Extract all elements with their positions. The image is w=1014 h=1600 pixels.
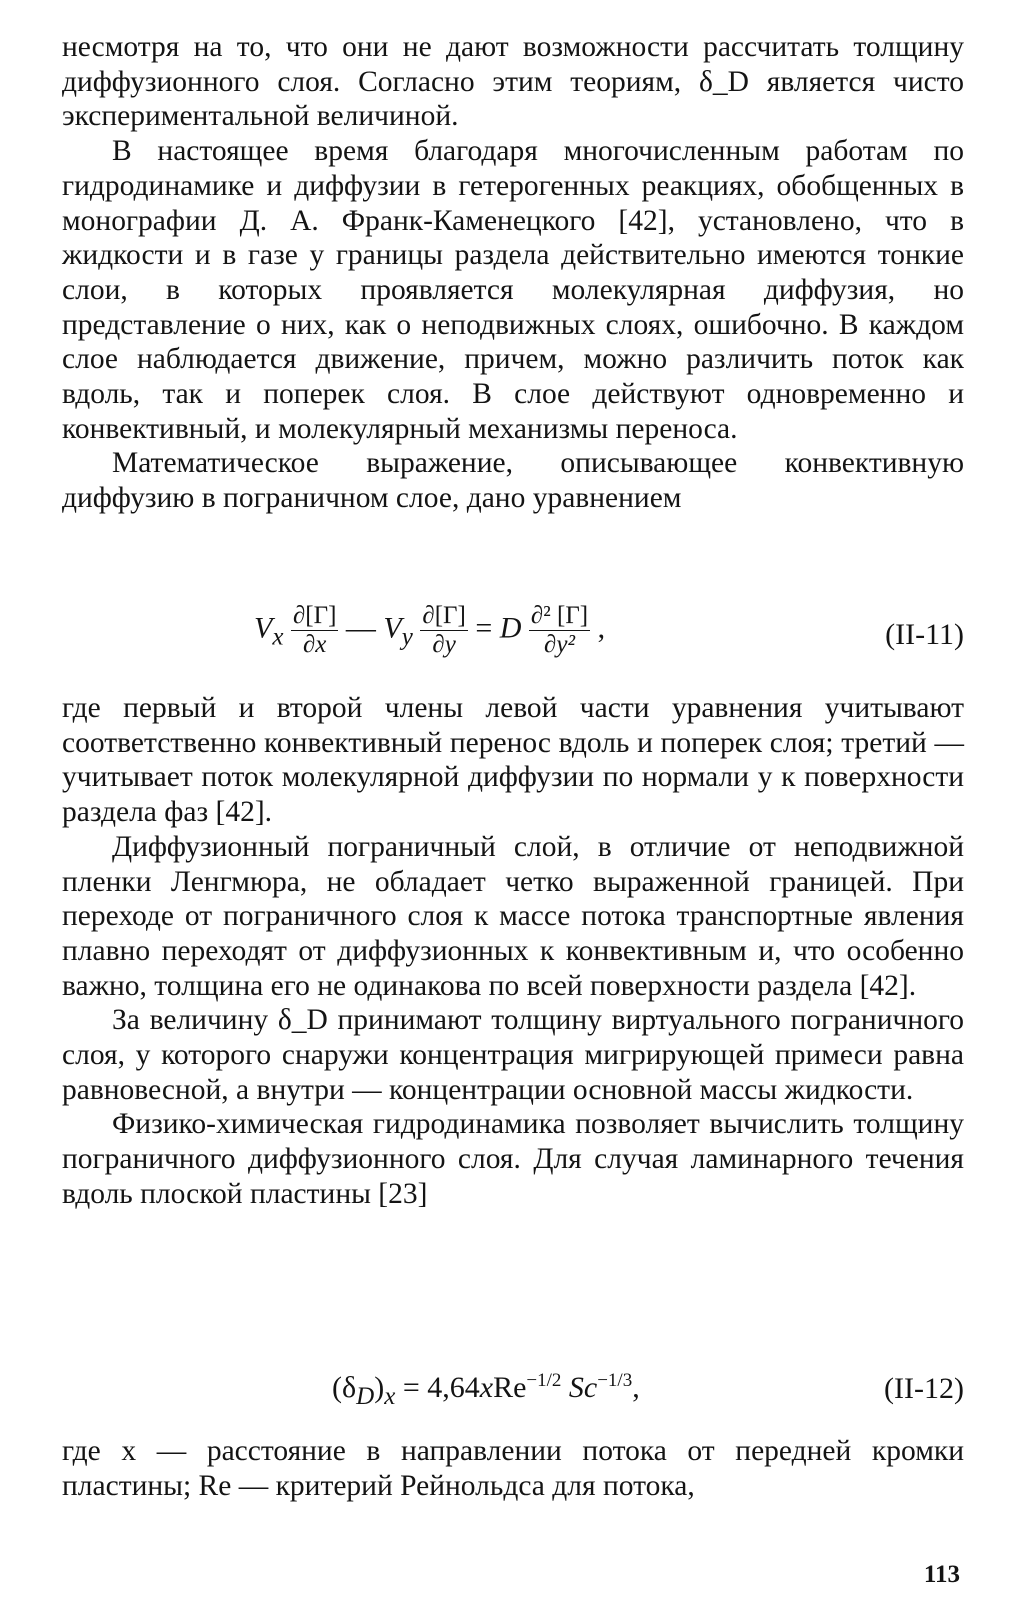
- frac-dG-dx: $\frac{\partial[\Gamma]}{\partial x}$: [292, 602, 337, 658]
- text-block-bottom: [62, 1434, 964, 1503]
- equation-number: (II-11): [885, 618, 964, 651]
- text-block-middle: [62, 691, 964, 1212]
- equation-ii-12-body: $(\delta_D)_x = 4,64xRe^{-1/2}$ $Sc^{-1/3}$,: [332, 1370, 640, 1410]
- equation-ii-12: [62, 1356, 964, 1416]
- frac-dG-dy: $\frac{\partial[\Gamma]}{\partial y}$: [422, 602, 466, 658]
- equation-ii-11: [62, 602, 964, 662]
- paragraph-3: Математическое выражение, описывающее конвективную диффузию в пограничном слое, дано уравнением: [62, 447, 964, 515]
- paragraph-7: Физико-химическая гидродинамика позволяет вычислить толщину пограничного диффузионного слоя. Для случая ламинарного течения вдоль плоской пластины [23]: [62, 1108, 964, 1210]
- equation-number: (II-12): [884, 1372, 964, 1405]
- paragraph-6: За величину δ_D принимают толщину виртуального пограничного слоя, у которого снаружи концентрация мигрирующей примеси равна равновесной, а внутри — концентрации основной массы жидкости.: [62, 1004, 964, 1106]
- paragraph-4: где первый и второй члены левой части уравнения учитывают соответственно конвективный перенос вдоль и поперек слоя; третий — учитывает поток молекулярной диффузии по нормали y к поверхности раздела фаз [42].: [62, 692, 964, 829]
- frac-d2G-dy2: $\frac{\text{∂² [Γ]}}{\text{∂y²}}$: [530, 602, 589, 658]
- paragraph-2: В настоящее время благодаря многочисленным работам по гидродинамике и диффузии в гетерогенных реакциях, обобщенных в монографии Д. А. Франк-Каменецкого [42], установлено, что в жидкости и в газе у границы раздела действительно имеются тонкие слои, в которых проявляется молекулярная диффузия, но представление о них, как о неподвижных слоях, ошибочно. В каждом слое наблюдается движение, причем, можно различить поток как вдоль, так и поперек слоя. В слое действуют одновременно и конвективный, и молекулярный механизмы переноса.: [62, 135, 964, 445]
- paragraph-1: несмотря на то, что они не дают возможности рассчитать толщину диффузионного слоя. Согласно этим теориям, δ_D является чисто экспериментальной величиной.: [62, 31, 964, 133]
- paragraph-8: где x — расстояние в направлении потока от передней кромки пластины; Re — критерий Рейнольдса для потока,: [62, 1435, 964, 1502]
- text-block-top: [62, 30, 964, 516]
- page-number: 113: [923, 1561, 960, 1588]
- equation-ii-11-body: $V_x$ $\frac{\partial[\Gamma]}{\partial x}$ — $V_y$ $\frac{\partial[\Gamma]}{\partial y}$ = D $\frac{\text{∂² [Γ]}}{\text{∂y²}}$ ,: [254, 602, 606, 658]
- paragraph-5: Диффузионный пограничный слой, в отличие от неподвижной пленки Ленгмюра, не обладает четко выраженной границей. При переходе от пограничного слоя к массе потока транспортные явления плавно переходят от диффузионных к конвективным и, что особенно важно, толщина его не одинакова по всей поверхности раздела [42].: [62, 830, 964, 1002]
